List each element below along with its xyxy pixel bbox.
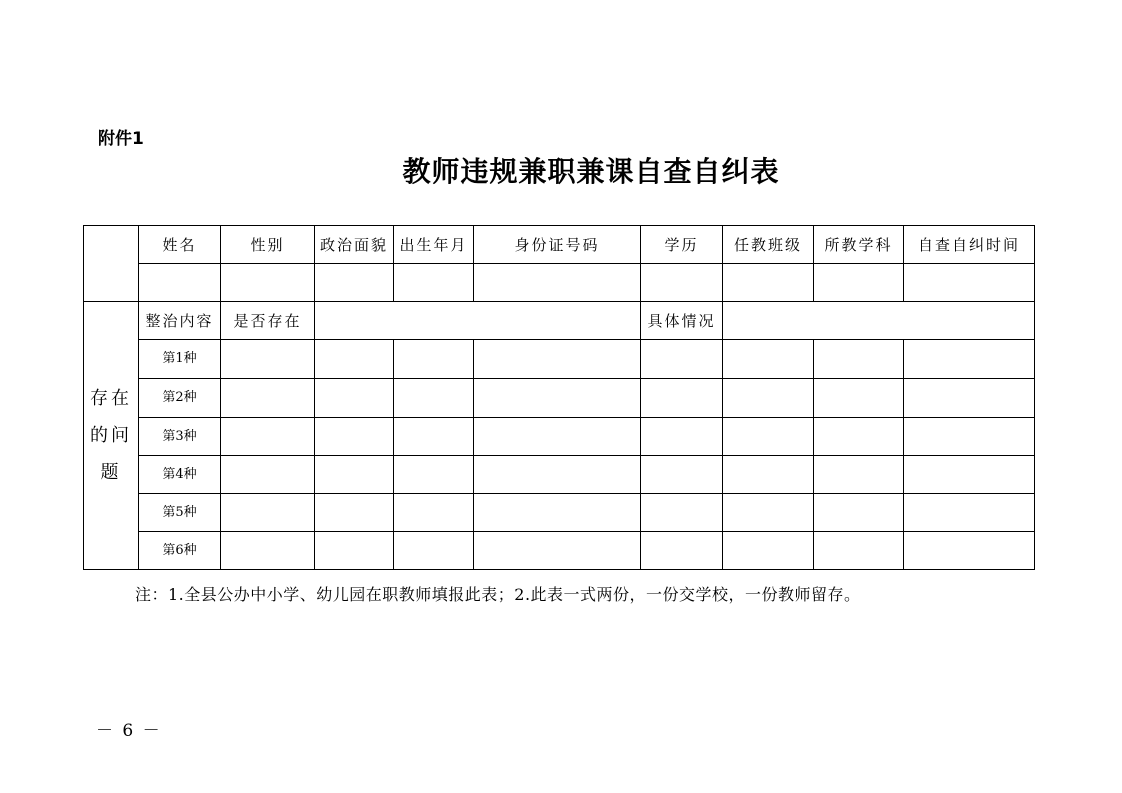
info-input-row	[84, 264, 1035, 302]
issue-cell[interactable]	[814, 456, 904, 494]
side-label-line: 题	[100, 462, 122, 483]
issue-row	[84, 418, 1035, 456]
issue-cell[interactable]	[904, 340, 1035, 379]
header-id-number: 身份证号码	[474, 226, 641, 264]
footnote: 注：1.全县公办中小学、幼儿园在职教师填报此表；2.此表一式两份，一份交学校，一份教师留存。	[135, 585, 861, 604]
issue-cell[interactable]	[315, 340, 394, 379]
issue-cell[interactable]	[315, 532, 394, 570]
political-status-field[interactable]	[315, 264, 394, 302]
issue-cell[interactable]	[474, 340, 641, 379]
issue-type-label: 第3种	[139, 418, 221, 456]
header-teaching-class: 任教班级	[723, 226, 814, 264]
birth-date-field[interactable]	[394, 264, 474, 302]
issue-type-label: 第2种	[139, 379, 221, 418]
issue-cell[interactable]	[641, 532, 723, 570]
issue-cell[interactable]	[904, 379, 1035, 418]
side-label-line: 存在	[90, 388, 132, 409]
issue-cell[interactable]	[394, 456, 474, 494]
issue-row	[84, 532, 1035, 570]
issue-cell[interactable]	[641, 340, 723, 379]
issue-cell[interactable]	[474, 418, 641, 456]
teaching-class-field[interactable]	[723, 264, 814, 302]
header-education: 学历	[641, 226, 723, 264]
header-political-status: 政治面貌	[315, 226, 394, 264]
attachment-label: 附件1	[98, 129, 144, 149]
issue-cell[interactable]	[641, 494, 723, 532]
issue-cell[interactable]	[394, 494, 474, 532]
corner-cell	[84, 226, 139, 302]
issue-cell[interactable]	[814, 379, 904, 418]
issue-cell[interactable]	[723, 340, 814, 379]
issue-row	[84, 494, 1035, 532]
issue-cell[interactable]	[315, 494, 394, 532]
issues-side-label	[84, 302, 139, 570]
issue-cell[interactable]	[474, 379, 641, 418]
education-field[interactable]	[641, 264, 723, 302]
header-name: 姓名	[139, 226, 221, 264]
document-title: 教师违规兼职兼课自查自纠表	[402, 155, 780, 188]
issue-cell[interactable]	[904, 456, 1035, 494]
issue-cell[interactable]	[814, 418, 904, 456]
issue-cell[interactable]	[474, 456, 641, 494]
issue-cell[interactable]	[474, 532, 641, 570]
id-number-field[interactable]	[474, 264, 641, 302]
issue-type-label: 第5种	[139, 494, 221, 532]
exists-field[interactable]	[315, 302, 641, 340]
header-rectification-content: 整治内容	[139, 302, 221, 340]
header-details: 具体情况	[641, 302, 723, 340]
issue-cell[interactable]	[221, 532, 315, 570]
header-exists: 是否存在	[221, 302, 315, 340]
header-gender: 性别	[221, 226, 315, 264]
info-header-row	[84, 226, 1035, 264]
issue-cell[interactable]	[221, 456, 315, 494]
issue-row	[84, 379, 1035, 418]
header-check-time: 自查自纠时间	[904, 226, 1035, 264]
gender-field[interactable]	[221, 264, 315, 302]
details-field[interactable]	[723, 302, 1035, 340]
page-number: － 6 －	[96, 721, 162, 741]
issue-cell[interactable]	[315, 456, 394, 494]
issue-cell[interactable]	[394, 379, 474, 418]
side-label-line: 的问	[90, 425, 132, 446]
issue-cell[interactable]	[814, 340, 904, 379]
issue-cell[interactable]	[723, 379, 814, 418]
issue-cell[interactable]	[814, 532, 904, 570]
issue-cell[interactable]	[904, 418, 1035, 456]
issue-cell[interactable]	[904, 494, 1035, 532]
issue-type-label: 第1种	[139, 340, 221, 379]
header-birth-date: 出生年月	[394, 226, 474, 264]
issue-type-label: 第4种	[139, 456, 221, 494]
issue-cell[interactable]	[315, 379, 394, 418]
issue-cell[interactable]	[641, 456, 723, 494]
check-time-field[interactable]	[904, 264, 1035, 302]
header-teaching-subject: 所教学科	[814, 226, 904, 264]
issue-cell[interactable]	[723, 532, 814, 570]
issue-cell[interactable]	[221, 340, 315, 379]
issue-cell[interactable]	[904, 532, 1035, 570]
issue-row	[84, 456, 1035, 494]
name-field[interactable]	[139, 264, 221, 302]
issue-cell[interactable]	[723, 456, 814, 494]
issue-cell[interactable]	[814, 494, 904, 532]
issue-cell[interactable]	[394, 532, 474, 570]
issue-cell[interactable]	[315, 418, 394, 456]
issue-cell[interactable]	[394, 340, 474, 379]
issue-cell[interactable]	[221, 418, 315, 456]
teaching-subject-field[interactable]	[814, 264, 904, 302]
self-check-table	[83, 225, 1035, 570]
issue-cell[interactable]	[723, 418, 814, 456]
issue-type-label: 第6种	[139, 532, 221, 570]
issue-cell[interactable]	[723, 494, 814, 532]
issue-cell[interactable]	[394, 418, 474, 456]
issue-cell[interactable]	[221, 494, 315, 532]
issues-header-row	[84, 302, 1035, 340]
issue-cell[interactable]	[221, 379, 315, 418]
issue-row	[84, 340, 1035, 379]
issue-cell[interactable]	[641, 379, 723, 418]
issue-cell[interactable]	[474, 494, 641, 532]
issue-cell[interactable]	[641, 418, 723, 456]
